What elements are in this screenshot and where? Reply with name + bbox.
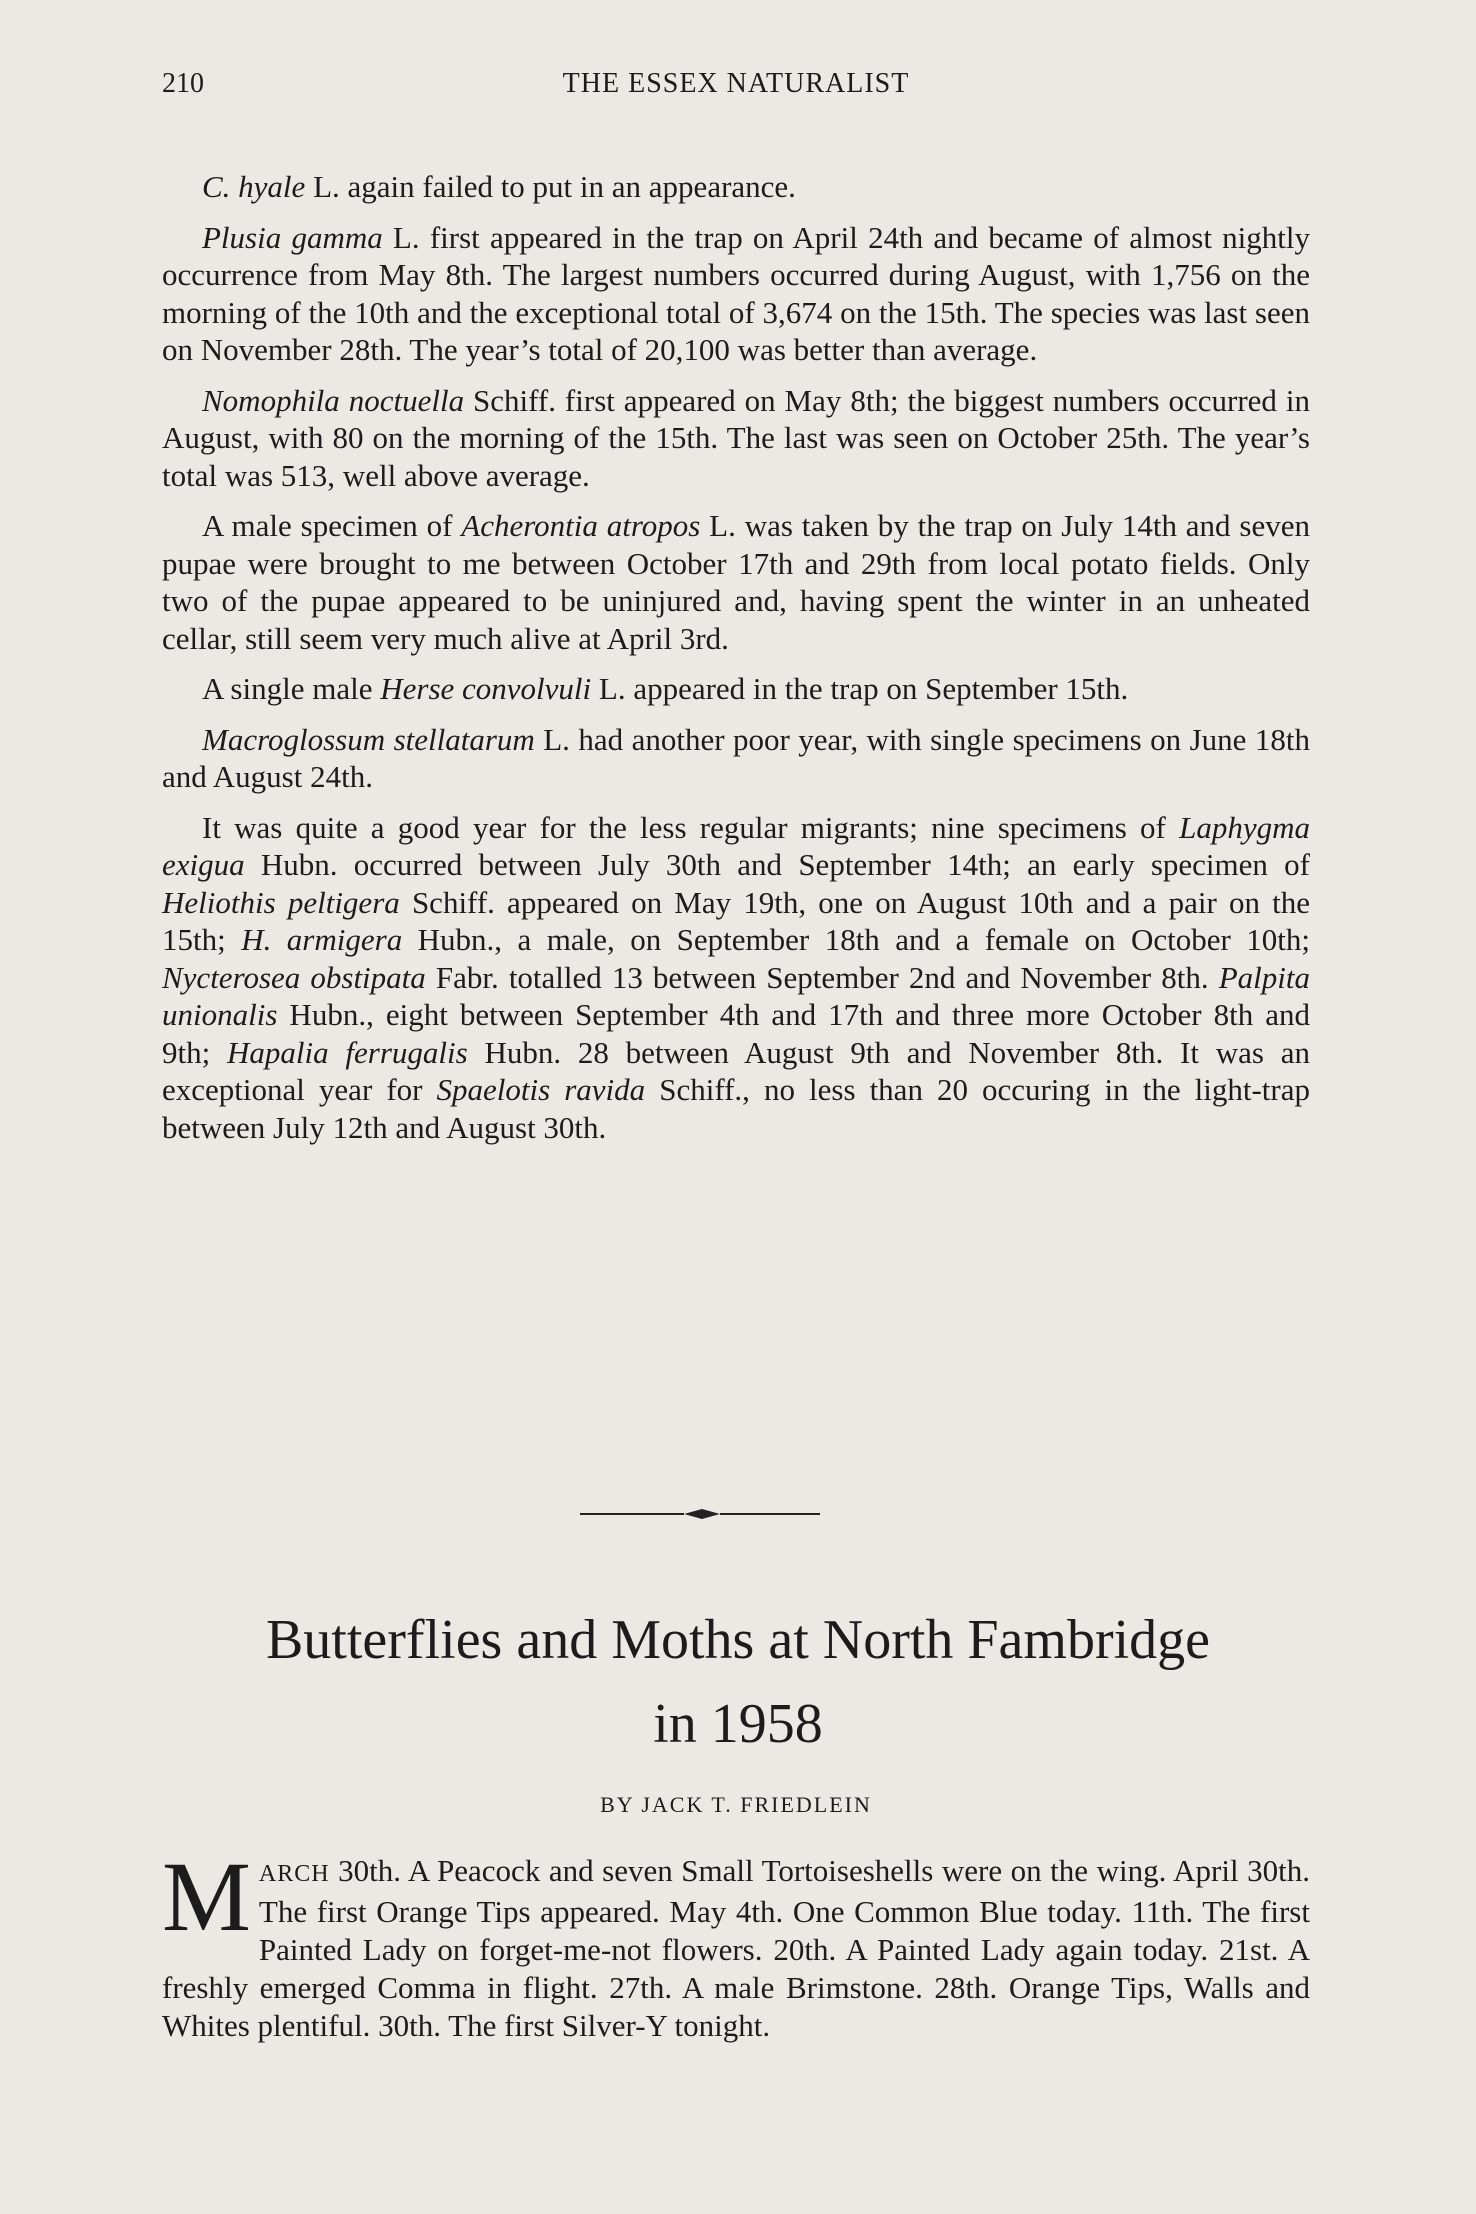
article-body xyxy=(162,1841,1310,2045)
paragraph-text: Hubn., eight between September 4th and 17th and three more October 8th and 9th; xyxy=(162,997,1310,1070)
species-name: Heliothis peltigera xyxy=(162,884,400,920)
paragraph xyxy=(162,219,1310,369)
species-name: C. hyale xyxy=(202,169,306,204)
paragraph-text: It was quite a good year for the less regular migrants; nine specimens of xyxy=(202,809,1180,845)
previous-article-text xyxy=(162,168,1310,1159)
paragraph-text: Hubn. occurred between July 30th and September 14th; an early specimen of xyxy=(244,847,1310,882)
species-name: Nomophila noctuella xyxy=(202,382,465,418)
drop-cap: M xyxy=(162,1841,251,1952)
paragraph-text: L. had another poor year, with single specimens on June 18th and August 24th. xyxy=(162,721,1310,794)
paragraph-text: Schiff. first appeared on May 8th; the biggest numbers occurred in August, with 80 on the morning of the 15th. The last was seen on October 25th. The year’s total was 513, well above average. xyxy=(162,382,1310,493)
paragraph-text: Schiff. appeared on May 19th, one on August 10th and a pair on the 15th; xyxy=(162,884,1310,957)
page-header xyxy=(162,68,1310,112)
species-name: Spaelotis ravida xyxy=(436,1072,646,1107)
running-title: THE ESSEX NATURALIST xyxy=(562,68,910,99)
paragraph xyxy=(162,382,1310,495)
paragraph xyxy=(162,168,1310,206)
paragraph xyxy=(162,507,1310,657)
species-name: Herse convolvuli xyxy=(380,671,592,706)
byline: BY JACK T. FRIEDLEIN xyxy=(600,1792,872,1817)
paragraph xyxy=(162,670,1310,708)
species-name: Nycterosea obstipata xyxy=(162,959,426,995)
species-name: Laphygma exigua xyxy=(162,809,1310,882)
species-name: Macroglossum stellatarum xyxy=(202,721,535,757)
paragraph xyxy=(162,721,1310,796)
paragraph-text: L. first appeared in the trap on April 24th and became of almost nightly occurrence from May 8th. The largest numbers occurred during August, with 1,756 on the morning of the 10th and the exceptional total of 3,674 on the 15th. The species was last seen on November 28th. The year’s total of 20,100 was better than average. xyxy=(162,219,1311,367)
paragraph-text: A male specimen of xyxy=(202,508,462,543)
paragraph-text: A single male xyxy=(202,671,381,706)
article-title-line: in 1958 xyxy=(653,1693,823,1755)
paragraph-text: L. appeared in the trap on September 15th. xyxy=(591,671,1129,706)
paragraph-text: Fabr. totalled 13 between September 2nd and November 8th. xyxy=(425,959,1219,995)
paragraph-text: L. again failed to put in an appearance. xyxy=(305,169,796,204)
species-name: Acherontia atropos xyxy=(461,508,701,543)
species-name: Hapalia ferrugalis xyxy=(227,1034,468,1070)
species-name: Plusia gamma xyxy=(202,219,383,255)
species-name: Palpita unionalis xyxy=(162,959,1310,1032)
page-number: 210 xyxy=(162,68,204,99)
paragraph-text: Hubn. 28 between August 9th and November 8th. It was an exceptional year for xyxy=(162,1034,1310,1107)
species-name: H. armigera xyxy=(241,922,403,957)
article-text: 30th. A Peacock and seven Small Tortoiseshells were on the wing. April 30th. The first Orange Tips appeared. May 4th. One Common Blue today. 11th. The first Painted Lady on forget-me-not flowers. 20th. A Painted Lady again today. 21st. A freshly emerged Comma in flight. 27th. A male Brimstone. 28th. Orange Tips, Walls and Whites plentiful. 30th. The first Silver-Y tonight. xyxy=(162,1853,1310,2043)
article-title-line: Butterflies and Moths at North Fambridge xyxy=(265,1609,1211,1671)
article-title xyxy=(130,1598,1346,1766)
section-divider xyxy=(580,1506,820,1522)
paragraph-text: Schiff., no less than 20 occuring in the light-trap between July 12th and August 30th. xyxy=(162,1072,1310,1145)
paragraph-text: L. was taken by the trap on July 14th and seven pupae were brought to me between October 17th and 29th from local potato fields. Only two of the pupae appeared to be uninjured and, having spent the winter in an unheated cellar, still seem very much alive at April 3rd. xyxy=(162,508,1311,656)
paragraph xyxy=(162,809,1310,1147)
opening-word: ARCH xyxy=(258,1861,330,1887)
paragraph-text: Hubn., a male, on September 18th and a female on October 10th; xyxy=(402,922,1311,957)
